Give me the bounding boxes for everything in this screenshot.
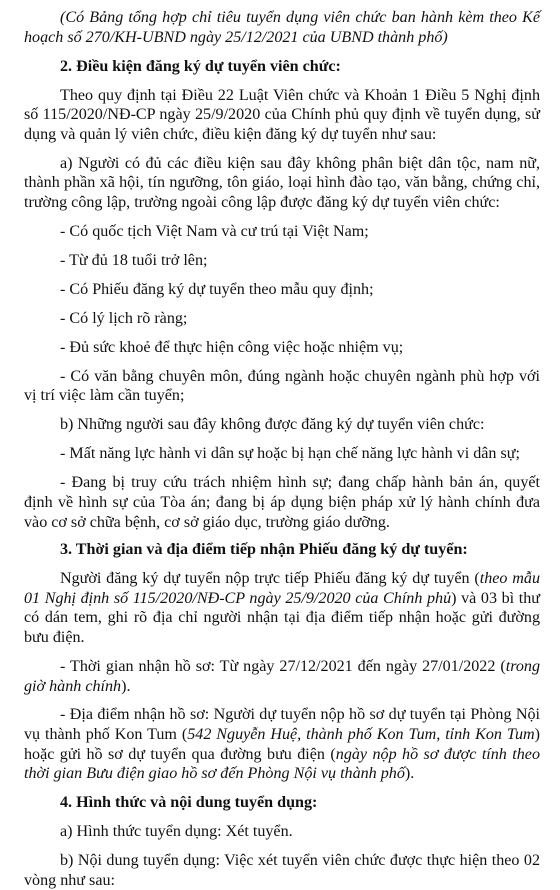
italic-run: theo mẫu 01 Nghị định số 115/2020/NĐ-CP ngày 25/9/2020 của Chính phủ	[24, 570, 540, 607]
text-run: ).	[404, 765, 415, 783]
section2-intro: Theo quy định tại Điều 22 Luật Viên chức và Khoản 1 Điều 5 Nghị định số 115/2020/NĐ-CP ngày 25/9/2020 của Chính phủ quy định về tuyển dụng, sử dụng và quản lý viên chức, điều kiện đăng ký dự tuyển như sau:	[24, 86, 540, 143]
section2-a-intro: a) Người có đủ các điều kiện sau đây không phân biệt dân tộc, nam nữ, thành phần xã hội, tín ngưỡng, tôn giáo, loại hình đào tạo, văn bằng, chứng chỉ, trường công lập, trường ngoài công lập được đăng ký dự tuyển viên chức:	[24, 154, 540, 211]
section3-paragraph-1	[24, 569, 540, 647]
section2-b-item: - Mất năng lực hành vi dân sự hoặc bị hạn chế năng lực hành vi dân sự;	[60, 445, 520, 463]
section4-b: b) Nội dung tuyển dụng: Việc xét tuyển viên chức được thực hiện theo 02 vòng như sau:	[24, 852, 540, 889]
text-run: Người đăng ký dự tuyển nộp trực tiếp Phiếu đăng ký dự tuyển (	[60, 570, 480, 588]
text-run: - Địa điểm nhận hồ sơ: Người dự tuyển nộp hồ sơ dự tuyển tại Phòng Nội vụ thành phố Kon Tum (	[24, 706, 540, 744]
section2-a-item: - Có Phiếu đăng ký dự tuyển theo mẫu quy định;	[60, 280, 374, 298]
section4-a: a) Hình thức tuyển dụng: Xét tuyển.	[60, 823, 293, 841]
section2-b-intro: b) Những người sau đây không được đăng ký dự tuyển viên chức:	[60, 416, 485, 434]
italic-run: 542 Nguyễn Huệ, thành phố Kon Tum, tỉnh Kon Tum	[187, 726, 535, 744]
section3-paragraph-3	[24, 705, 540, 783]
intro-note: (Có Bảng tổng hợp chỉ tiêu tuyển dụng viên chức ban hành kèm theo Kế hoạch số 270/KH-UBND ngày 25/12/2021 của UBND thành phố)	[24, 9, 540, 46]
section2-b-item: - Đang bị truy cứu trách nhiệm hình sự; đang chấp hành bản án, quyết định về hình sự của Tòa án; đang bị áp dụng biện pháp xử lý hành chính đưa vào cơ sở chữa bệnh, cơ sở giáo dục, trường giáo dưỡng.	[24, 474, 540, 531]
text-run: - Thời gian nhận hồ sơ: Từ ngày 27/12/2021 đến ngày 27/01/2022 (	[60, 657, 506, 675]
italic-run: trong giờ hành chính	[24, 657, 540, 695]
section2-a-item: - Đủ sức khoẻ để thực hiện công việc hoặc nhiệm vụ;	[60, 338, 404, 356]
section3-heading: 3. Thời gian và địa điểm tiếp nhận Phiếu đăng ký dự tuyển:	[60, 541, 468, 559]
section2-a-item: - Từ đủ 18 tuổi trở lên;	[60, 251, 208, 269]
italic-run: ngày nộp hồ sơ được tính theo thời gian Bưu điện giao hồ sơ đến Phòng Nội vụ thành phố	[24, 745, 540, 783]
text-run: ) hoặc gửi hồ sơ dự tuyển qua đường bưu điện (	[24, 726, 540, 763]
section4-heading: 4. Hình thức và nội dung tuyển dụng:	[60, 794, 318, 812]
section3-paragraph-2	[24, 657, 540, 696]
section2-a-item: - Có quốc tịch Việt Nam và cư trú tại Việt Nam;	[60, 222, 369, 240]
text-run: ) và 03 bì thư có dán tem, ghi rõ địa chỉ người nhận tại địa điểm tiếp nhận hoặc gửi đường bưu điện.	[24, 589, 540, 646]
text-run: ).	[121, 677, 131, 695]
section2-a-item: - Có lý lịch rõ ràng;	[60, 309, 188, 327]
section2-a-item: - Có văn bằng chuyên môn, đúng ngành hoặc chuyên ngành phù hợp với vị trí việc làm cần tuyển;	[24, 367, 540, 405]
section2-heading: 2. Điều kiện đăng ký dự tuyển viên chức:	[60, 57, 341, 75]
